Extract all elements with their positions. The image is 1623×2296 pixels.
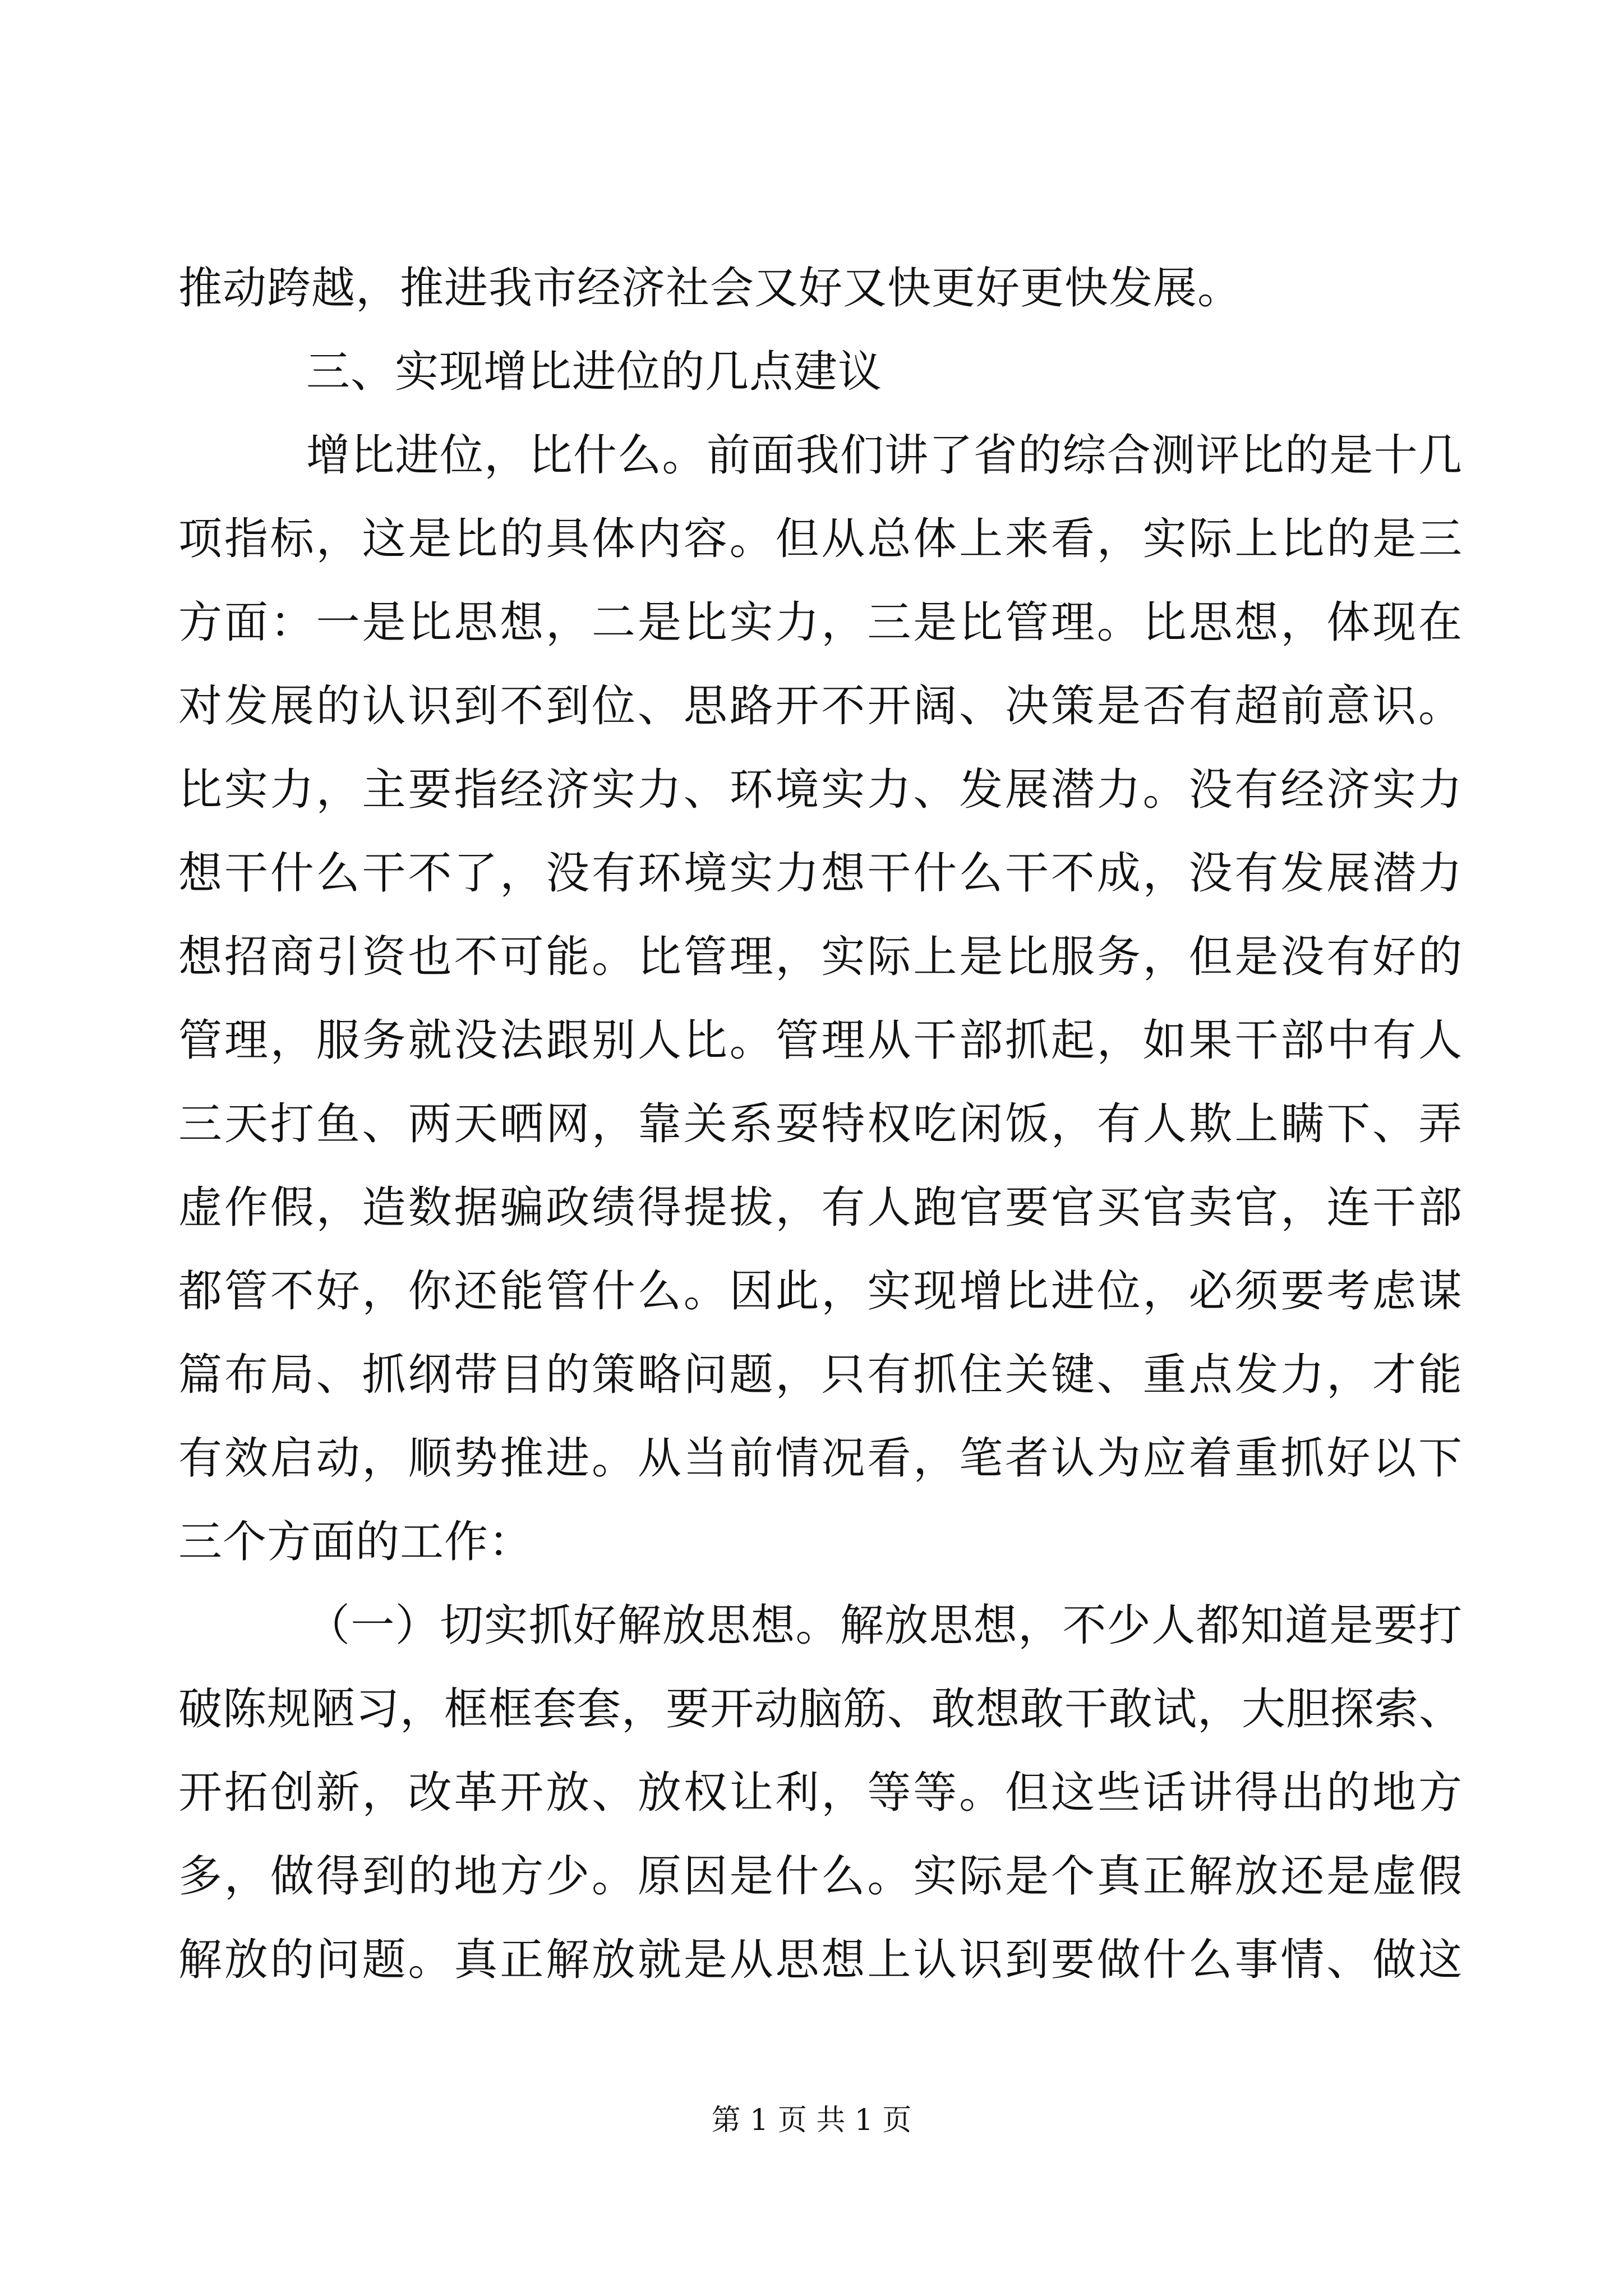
text-line: （一）切实抓好解放思想。解放思想，不少人都知道是要打 [306,1600,1463,1651]
text-line: 比实力，主要指经济实力、环境实力、发展潜力。没有经济实力 [178,765,1463,815]
text-line: 开拓创新，改革开放、放权让利，等等。但这些话讲得出的地方 [178,1768,1463,1818]
text-line: 对发展的认识到不到位、思路开不开阔、决策是否有超前意识。 [178,681,1463,731]
text-line: 破陈规陋习，框框套套，要开动脑筋、敢想敢干敢试，大胆探索、 [178,1684,1464,1734]
section-heading: 三、实现增比进位的几点建议 [306,347,883,397]
text-line: 篇布局、抓纲带目的策略问题，只有抓住关键、重点发力，才能 [178,1350,1463,1400]
text-line: 都管不好，你还能管什么。因此，实现增比进位，必须要考虑谋 [178,1266,1463,1317]
text-line: 方面：一是比思想，二是比实力，三是比管理。比思想，体现在 [178,597,1463,648]
text-line: 想干什么干不了，没有环境实力想干什么干不成，没有发展潜力 [178,848,1463,899]
text-line: 项指标，这是比的具体内容。但从总体上来看，实际上比的是三 [178,514,1463,564]
text-line: 推动跨越，推进我市经济社会又好又快更好更快发展。 [178,263,1242,314]
text-line: 想招商引资也不可能。比管理，实际上是比服务，但是没有好的 [178,932,1463,982]
page-number-footer: 第 1 页 共 1 页 [711,2104,912,2137]
text-line: 管理，服务就没法跟别人比。管理从干部抓起，如果干部中有人 [178,1015,1463,1066]
text-line: 有效启动，顺势推进。从当前情况看，笔者认为应着重抓好以下 [178,1433,1463,1484]
text-line: 多，做得到的地方少。原因是什么。实际是个真正解放还是虚假 [178,1851,1463,1902]
text-line: 解放的问题。真正解放就是从思想上认识到要做什么事情、做这 [178,1935,1463,1985]
text-line: 增比进位，比什么。前面我们讲了省的综合测评比的是十几 [306,430,1463,481]
text-line: 三个方面的工作： [178,1517,533,1567]
document-body [178,247,1463,2002]
text-line: 虚作假，造数据骗政绩得提拔，有人跑官要官买官卖官，连干部 [178,1182,1463,1233]
text-line: 三天打鱼、两天晒网，靠关系耍特权吃闲饭，有人欺上瞒下、弄 [178,1099,1463,1149]
